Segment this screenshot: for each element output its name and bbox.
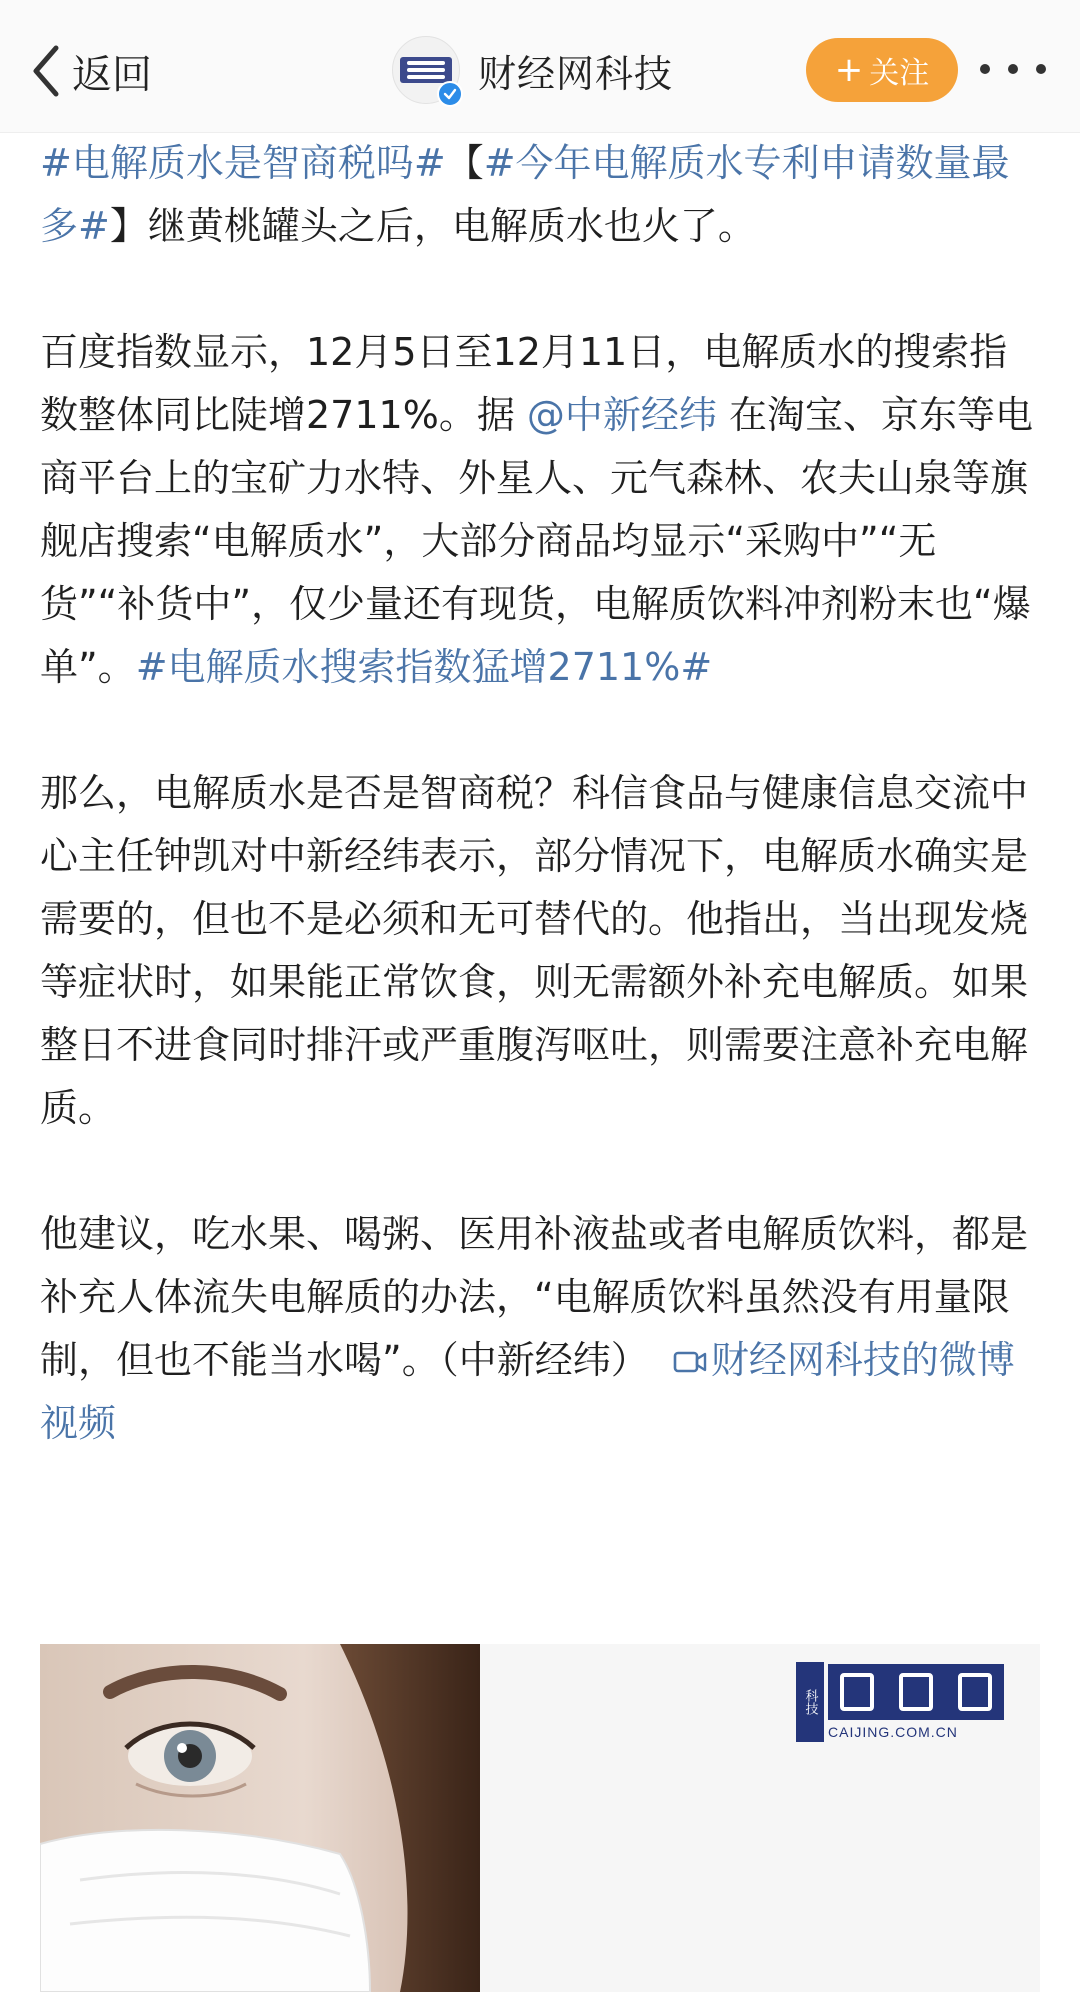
back-button[interactable] <box>28 36 152 106</box>
paragraph-gap <box>40 258 1044 321</box>
more-dot <box>1008 64 1018 74</box>
back-label: 返回 <box>72 51 152 98</box>
hashtag-link[interactable]: #电解质水是智商税吗# <box>40 141 446 185</box>
verified-badge-icon <box>437 81 463 107</box>
more-dot <box>1036 64 1046 74</box>
watermark-side-text: 科技 <box>796 1662 824 1742</box>
paragraph-text: 在淘宝、京东等电商平台上的宝矿力水特、外星人、元气森林、农夫山泉等旗舰店搜索“电解质水”，大部分商品均显示“采购中”“无货”“补货中”，仅少量还有现货，电解质饮料冲剂粉末也“爆单”。 <box>40 393 1034 689</box>
more-button[interactable] <box>980 54 1046 84</box>
video-icon <box>673 1348 707 1376</box>
post-body <box>40 132 1044 1455</box>
top-nav-bar <box>0 0 1080 133</box>
video-link-label: 财经网科技的微博视频 <box>40 1338 1015 1445</box>
follow-button[interactable] <box>806 38 958 102</box>
account-header[interactable] <box>392 32 673 108</box>
follow-label: 关注 <box>869 56 930 91</box>
watermark-main <box>828 1664 1004 1740</box>
watermark-domain: CAIJING.COM.CN <box>828 1724 958 1740</box>
paragraph-4 <box>40 1203 1044 1455</box>
paragraph-1 <box>40 132 1044 258</box>
watermark-logo-icon <box>828 1664 1004 1720</box>
caijing-logo <box>400 57 452 83</box>
paragraph-3: 那么，电解质水是否是智商税？科信食品与健康信息交流中心主任钟凯对中新经纬表示，部分情况下，电解质水确实是需要的，但也不是必须和无可替代的。他指出，当出现发烧等症状时，如果能正常饮食，则无需额外补充电解质。如果整日不进食同时排汗或严重腹泻呕吐，则需要注意补充电解质。 <box>40 771 1029 1130</box>
mention-link[interactable]: @中新经纬 <box>526 393 717 437</box>
paragraph-text: 】继黄桃罐头之后，电解质水也火了。 <box>109 204 756 248</box>
plus-icon: + <box>834 50 864 90</box>
avatar[interactable] <box>392 36 460 104</box>
hashtag-link[interactable]: #今年电解质水专利申请数量最多# <box>40 141 1010 248</box>
paragraph-gap <box>40 699 1044 762</box>
chevron-left-icon <box>28 42 64 100</box>
hashtag-link[interactable]: #电解质水搜索指数猛增2711%# <box>135 645 713 689</box>
more-dots-icon <box>980 64 990 74</box>
paragraph-text: 百度指数显示，12月5日至12月11日，电解质水的搜索指数整体同比陡增2711%。据 <box>40 330 1008 437</box>
page-title: 财经网科技 <box>478 51 674 96</box>
caijing-watermark <box>796 1660 1012 1744</box>
bracket-text: 【 <box>445 141 484 185</box>
paragraph-text: 他建议，吃水果、喝粥、医用补液盐或者电解质饮料，都是补充人体流失电解质的办法，“电解质饮料虽然没有用量限制，但也不能当水喝”。（中新经纬） <box>40 1212 1029 1382</box>
paragraph-gap <box>40 1140 1044 1203</box>
post-image[interactable] <box>40 1644 1040 1992</box>
paragraph-2 <box>40 321 1044 699</box>
